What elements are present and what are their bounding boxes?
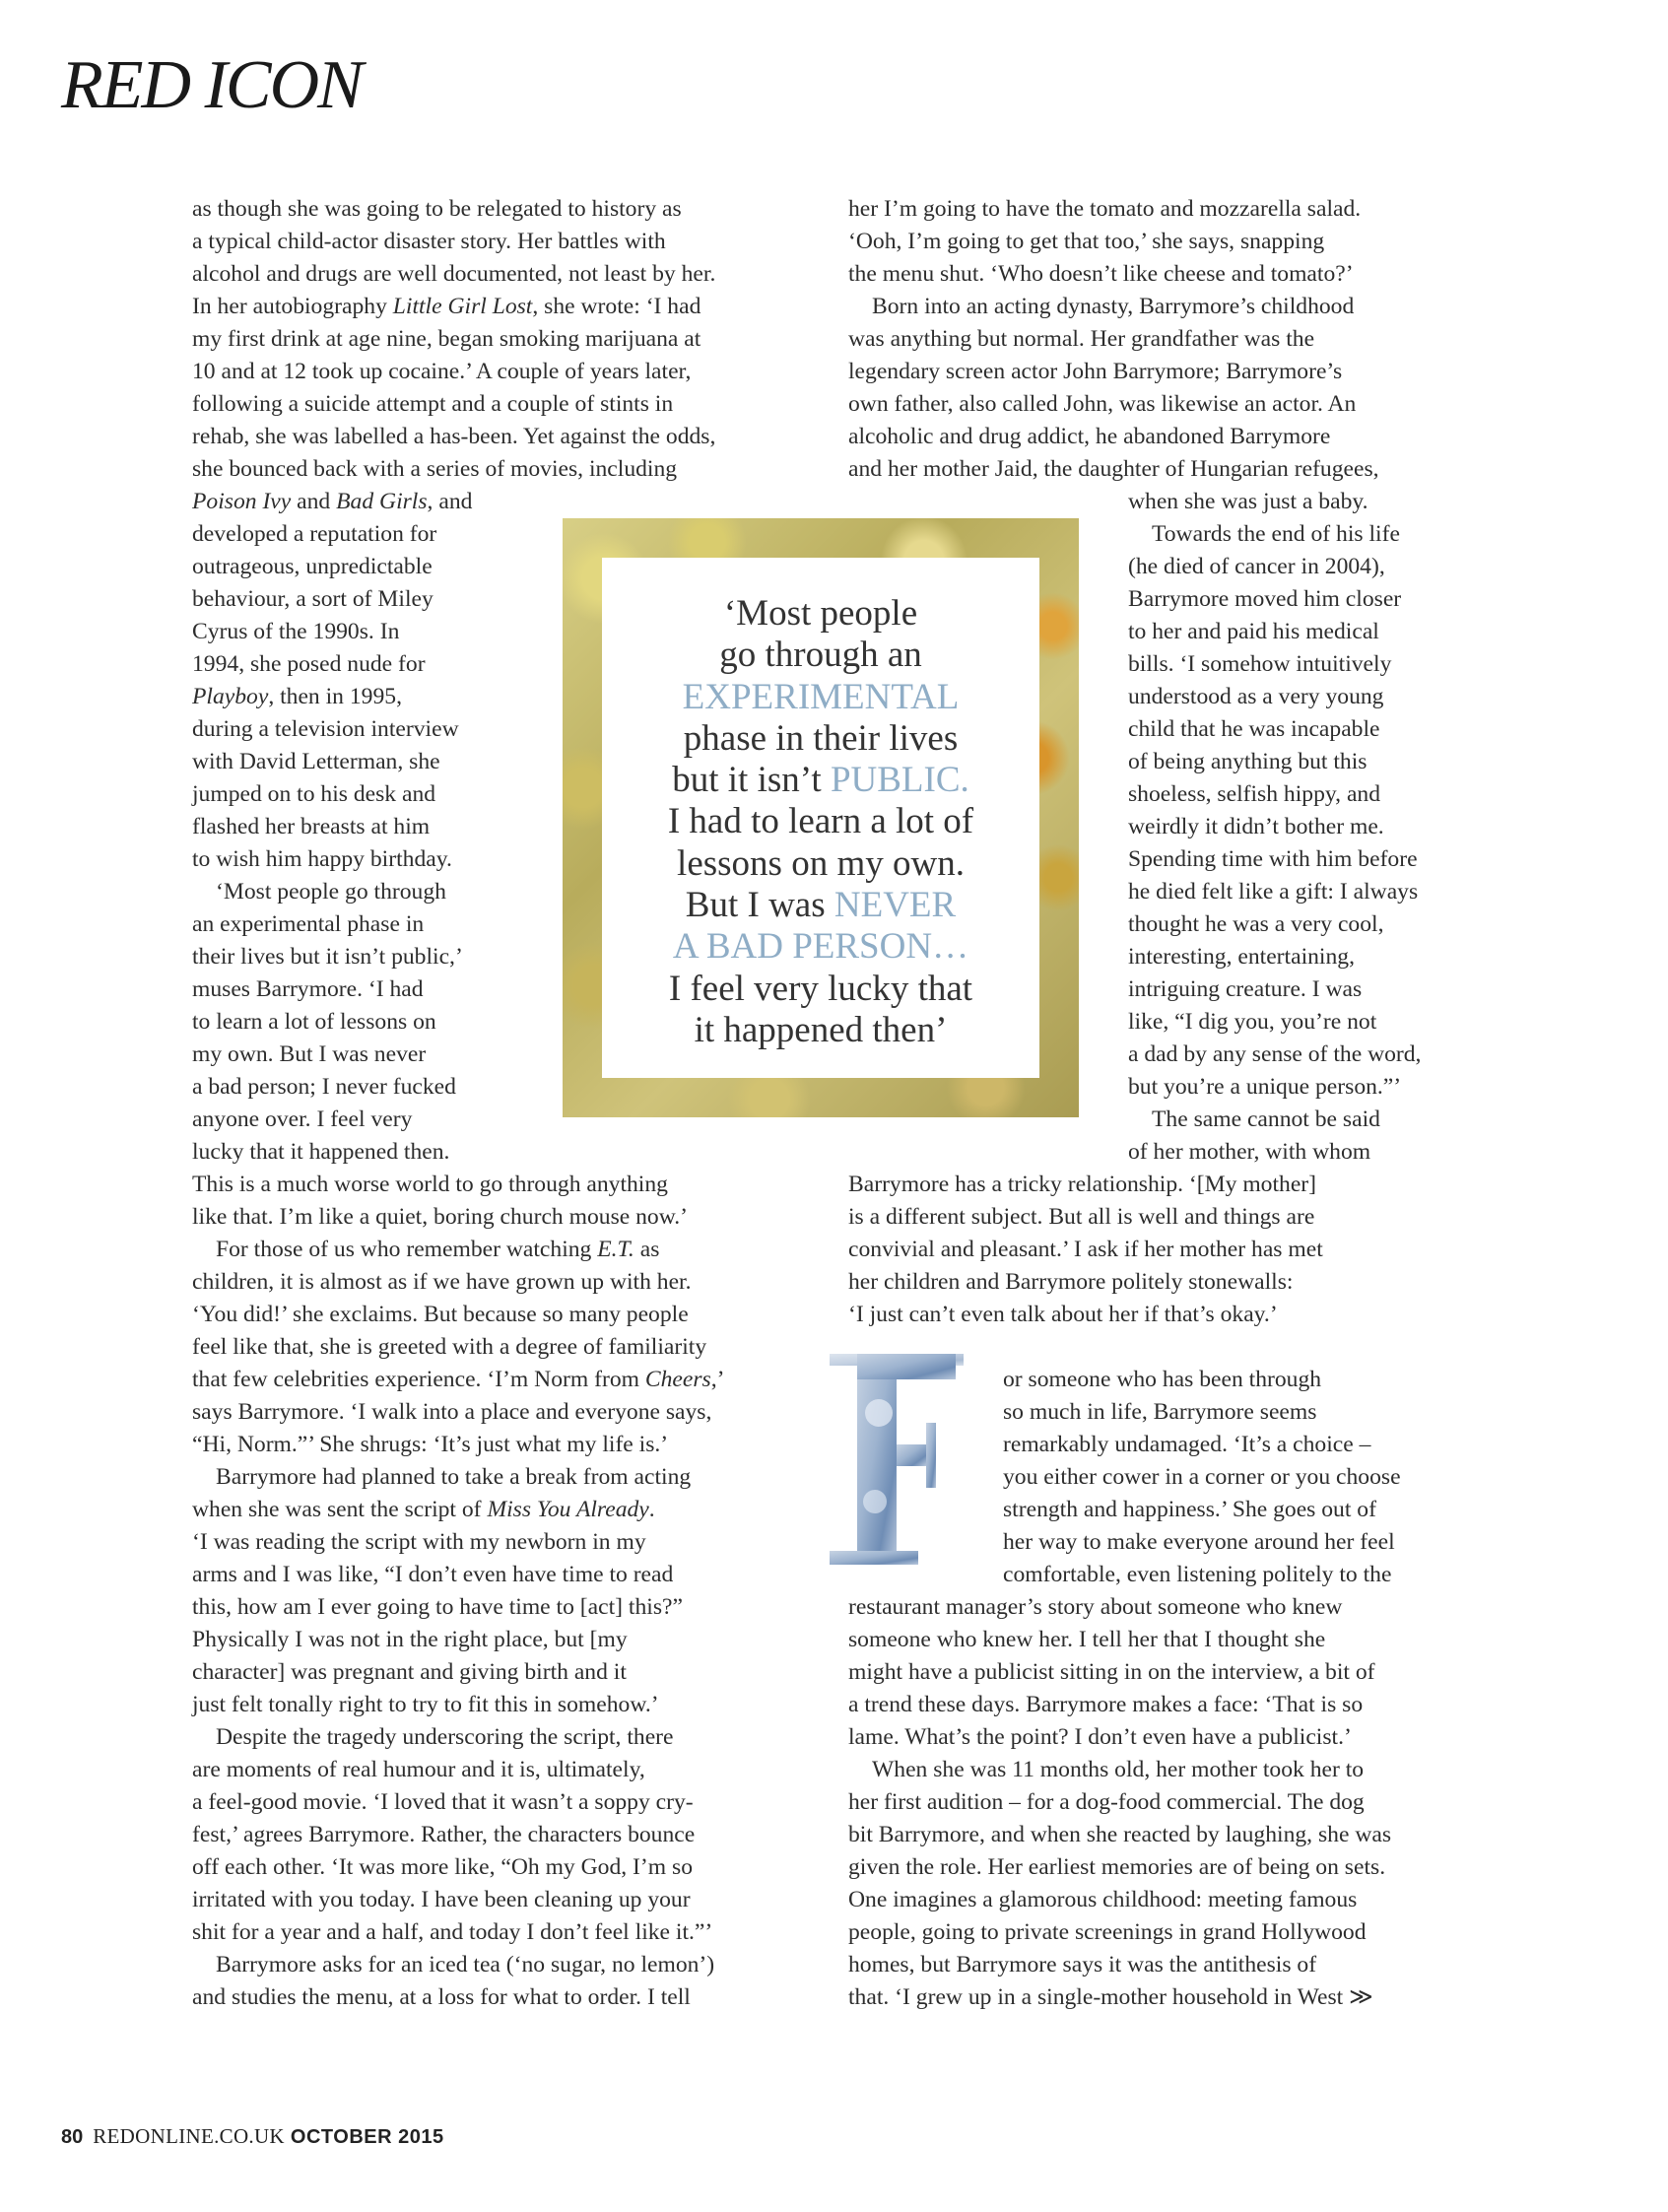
article-line: Despite the tragedy underscoring the script, there <box>216 1724 674 1750</box>
pull-quote-highlight: A BAD PERSON… <box>672 926 969 968</box>
article-line: a feel-good movie. ‘I loved that it wasn’t a soppy cry- <box>192 1789 694 1815</box>
footer-issue: OCTOBER 2015 <box>290 2126 444 2148</box>
article-line: ‘Ooh, I’m going to get that too,’ she says, snapping <box>848 229 1325 254</box>
article-line: ‘You did!’ she exclaims. But because so many people <box>192 1302 689 1327</box>
article-line: off each other. ‘It was more like, “Oh my God, I’m so <box>192 1854 694 1880</box>
article-line: Barrymore had planned to take a break from acting <box>216 1464 692 1490</box>
article-line: Barrymore has a tricky relationship. ‘[My mother] <box>848 1172 1317 1197</box>
article-line: with David Letterman, she <box>192 749 440 774</box>
article-line: anyone over. I feel very <box>192 1106 413 1132</box>
article-line: flashed her breasts at him <box>192 814 431 839</box>
article-line: ‘I just can’t even talk about her if that’s okay.’ <box>848 1302 1278 1327</box>
article-line: was anything but normal. Her grandfather was the <box>848 326 1315 352</box>
article-line: Towards the end of his life <box>1152 521 1400 547</box>
article-line: the menu shut. ‘Who doesn’t like cheese and tomato?’ <box>848 261 1354 287</box>
article-line: alcoholic and drug addict, he abandoned Barrymore <box>848 424 1331 449</box>
article-line: someone who knew her. I tell her that I thought she <box>848 1627 1326 1652</box>
pull-quote-line: lessons on my own. <box>677 842 965 884</box>
drop-cap-f <box>830 1354 964 1565</box>
article-line: a typical child-actor disaster story. Her battles with <box>192 229 666 254</box>
article-line: weirdly it didn’t bother me. <box>1128 814 1384 839</box>
article-line: restaurant manager’s story about someone who knew <box>848 1594 1343 1620</box>
article-line: an experimental phase in <box>192 911 425 937</box>
article-line: For those of us who remember watching E.T. as <box>216 1237 660 1262</box>
article-line: like that. I’m like a quiet, boring church mouse now.’ <box>192 1204 688 1230</box>
article-line: developed a reputation for <box>192 521 437 547</box>
page-number: 80 <box>61 2126 84 2148</box>
article-line: outrageous, unpredictable <box>192 554 433 579</box>
article-line: Physically I was not in the right place, but [my <box>192 1627 628 1652</box>
article-line: her I’m going to have the tomato and mozzarella salad. <box>848 196 1362 222</box>
pull-quote-highlight: NEVER <box>834 885 957 926</box>
footer-site: REDONLINE.CO.UK <box>93 2124 285 2148</box>
article-line: Poison Ivy and Bad Girls, and <box>192 489 473 514</box>
page-footer <box>61 2124 444 2149</box>
article-line: during a television interview <box>192 716 459 742</box>
article-line: but you’re a unique person.”’ <box>1128 1074 1402 1100</box>
pull-quote-frame <box>563 518 1079 1117</box>
article-line: when she was sent the script of Miss You Already. <box>192 1497 655 1522</box>
article-line: a dad by any sense of the word, <box>1128 1041 1422 1067</box>
article-line: her children and Barrymore politely stonewalls: <box>848 1269 1294 1295</box>
article-line: legendary screen actor John Barrymore; Barrymore’s <box>848 359 1343 384</box>
article-line: (he died of cancer in 2004), <box>1128 554 1385 579</box>
article-line: One imagines a glamorous childhood: meeting famous <box>848 1887 1358 1912</box>
article-line: her first audition – for a dog-food commercial. The dog <box>848 1789 1365 1815</box>
article-line: or someone who has been through <box>1003 1367 1322 1392</box>
pull-quote-line: I had to learn a lot of <box>667 801 974 842</box>
pull-quote-line: it happened then’ <box>694 1009 948 1050</box>
pull-quote-line: phase in their lives <box>683 717 959 759</box>
article-line: 1994, she posed nude for <box>192 651 426 677</box>
article-line: when she was just a baby. <box>1128 489 1368 514</box>
article-line: and studies the menu, at a loss for what to order. I tell <box>192 1984 691 2010</box>
article-line: The same cannot be said <box>1152 1106 1380 1132</box>
article-line: is a different subject. But all is well and things are <box>848 1204 1315 1230</box>
article-line: to wish him happy birthday. <box>192 846 452 872</box>
article-line: When she was 11 months old, her mother took her to <box>872 1757 1365 1782</box>
article-line: Playboy, then in 1995, <box>192 684 402 709</box>
article-line: bills. ‘I somehow intuitively <box>1128 651 1392 677</box>
article-line: rehab, she was labelled a has-been. Yet against the odds, <box>192 424 716 449</box>
article-line: my first drink at age nine, began smoking marijuana at <box>192 326 701 352</box>
article-line: children, it is almost as if we have grown up with her. <box>192 1269 692 1295</box>
article-line: Spending time with him before <box>1128 846 1418 872</box>
pull-quote-line: But I was NEVER <box>685 885 957 926</box>
article-line: are moments of real humour and it is, ultimately, <box>192 1757 645 1782</box>
article-line: “Hi, Norm.”’ She shrugs: ‘It’s just what my life is.’ <box>192 1432 669 1457</box>
article-line: might have a publicist sitting in on the interview, a bit of <box>848 1659 1375 1685</box>
pull-quote-line: go through an <box>719 635 922 676</box>
article-line: understood as a very young <box>1128 684 1384 709</box>
article-line: jumped on to his desk and <box>192 781 436 807</box>
article-line: her way to make everyone around her feel <box>1003 1529 1395 1555</box>
article-line: homes, but Barrymore says it was the antithesis of <box>848 1952 1317 1977</box>
pull-quote-highlight: PUBLIC. <box>830 760 969 801</box>
article-line: like, “I dig you, you’re not <box>1128 1009 1377 1035</box>
pull-quote-highlight: EXPERIMENTAL <box>682 676 960 717</box>
article-line: irritated with you today. I have been cleaning up your <box>192 1887 691 1912</box>
article-line: a trend these days. Barrymore makes a face: ‘That is so <box>848 1692 1364 1717</box>
article-line: bit Barrymore, and when she reacted by laughing, she was <box>848 1822 1392 1847</box>
article-line: following a suicide attempt and a couple of stints in <box>192 391 674 417</box>
article-line: remarkably undamaged. ‘It’s a choice – <box>1003 1432 1371 1457</box>
article-line: ‘Most people go through <box>216 879 446 905</box>
article-line: of her mother, with whom <box>1128 1139 1371 1165</box>
pull-quote-line: but it isn’t PUBLIC. <box>672 760 969 801</box>
article-line: Cyrus of the 1990s. In <box>192 619 400 644</box>
article-line: their lives but it isn’t public,’ <box>192 944 463 970</box>
pull-quote <box>602 593 1039 1051</box>
article-line: as though she was going to be relegated to history as <box>192 196 682 222</box>
article-line: ‘I was reading the script with my newborn in my <box>192 1529 646 1555</box>
article-line: 10 and at 12 took up cocaine.’ A couple of years later, <box>192 359 692 384</box>
article-line: Barrymore asks for an iced tea (‘no sugar, no lemon’) <box>216 1952 715 1977</box>
article-line: that few celebrities experience. ‘I’m Norm from Cheers,’ <box>192 1367 725 1392</box>
article-line: you either cower in a corner or you choose <box>1003 1464 1401 1490</box>
article-line: fest,’ agrees Barrymore. Rather, the characters bounce <box>192 1822 696 1847</box>
article-line: of being anything but this <box>1128 749 1368 774</box>
article-line: child that he was incapable <box>1128 716 1380 742</box>
article-line: this, how am I ever going to have time to [act] this?” <box>192 1594 683 1620</box>
article-line: a bad person; I never fucked <box>192 1074 456 1100</box>
article-line: shit for a year and a half, and today I don’t feel like it.”’ <box>192 1919 713 1945</box>
article-line: behaviour, a sort of Miley <box>192 586 434 612</box>
article-line: Born into an acting dynasty, Barrymore’s childhood <box>872 294 1355 319</box>
article-line: and her mother Jaid, the daughter of Hungarian refugees, <box>848 456 1379 482</box>
article-line: so much in life, Barrymore seems <box>1003 1399 1317 1425</box>
article-line: In her autobiography Little Girl Lost, she wrote: ‘I had <box>192 294 701 319</box>
pull-quote-line: ‘Most people <box>723 593 918 634</box>
article-line: he died felt like a gift: I always <box>1128 879 1419 905</box>
article-line: own father, also called John, was likewise an actor. An <box>848 391 1357 417</box>
article-line: arms and I was like, “I don’t even have time to read <box>192 1562 674 1587</box>
article-line: thought he was a very cool, <box>1128 911 1384 937</box>
article-line: to her and paid his medical <box>1128 619 1379 644</box>
article-line: intriguing creature. I was <box>1128 976 1363 1002</box>
article-line: given the role. Her earliest memories are of being on sets. <box>848 1854 1386 1880</box>
article-line: lucky that it happened then. <box>192 1139 450 1165</box>
article-line: just felt tonally right to try to fit this in somehow.’ <box>192 1692 659 1717</box>
article-line: says Barrymore. ‘I walk into a place and everyone says, <box>192 1399 712 1425</box>
article-line: alcohol and drugs are well documented, not least by her. <box>192 261 716 287</box>
pull-quote-line: I feel very lucky that <box>668 968 973 1009</box>
article-line: strength and happiness.’ She goes out of <box>1003 1497 1376 1522</box>
article-line: my own. But I was never <box>192 1041 427 1067</box>
article-line: people, going to private screenings in grand Hollywood <box>848 1919 1367 1945</box>
article-line: This is a much worse world to go through anything <box>192 1172 668 1197</box>
article-line: character] was pregnant and giving birth and it <box>192 1659 627 1685</box>
article-line: convivial and pleasant.’ I ask if her mother has met <box>848 1237 1323 1262</box>
section-title: RED ICON <box>61 47 362 123</box>
article-line: she bounced back with a series of movies, including <box>192 456 678 482</box>
article-line: that. ‘I grew up in a single-mother household in West ≫ <box>848 1984 1373 2010</box>
article-line: feel like that, she is greeted with a degree of familiarity <box>192 1334 707 1360</box>
pull-quote-box <box>602 558 1039 1078</box>
article-line: muses Barrymore. ‘I had <box>192 976 424 1002</box>
article-line: shoeless, selfish hippy, and <box>1128 781 1381 807</box>
article-line: Barrymore moved him closer <box>1128 586 1402 612</box>
article-line: interesting, entertaining, <box>1128 944 1355 970</box>
article-line: lame. What’s the point? I don’t even have a publicist.’ <box>848 1724 1352 1750</box>
article-line: comfortable, even listening politely to the <box>1003 1562 1392 1587</box>
article-line: to learn a lot of lessons on <box>192 1009 436 1035</box>
